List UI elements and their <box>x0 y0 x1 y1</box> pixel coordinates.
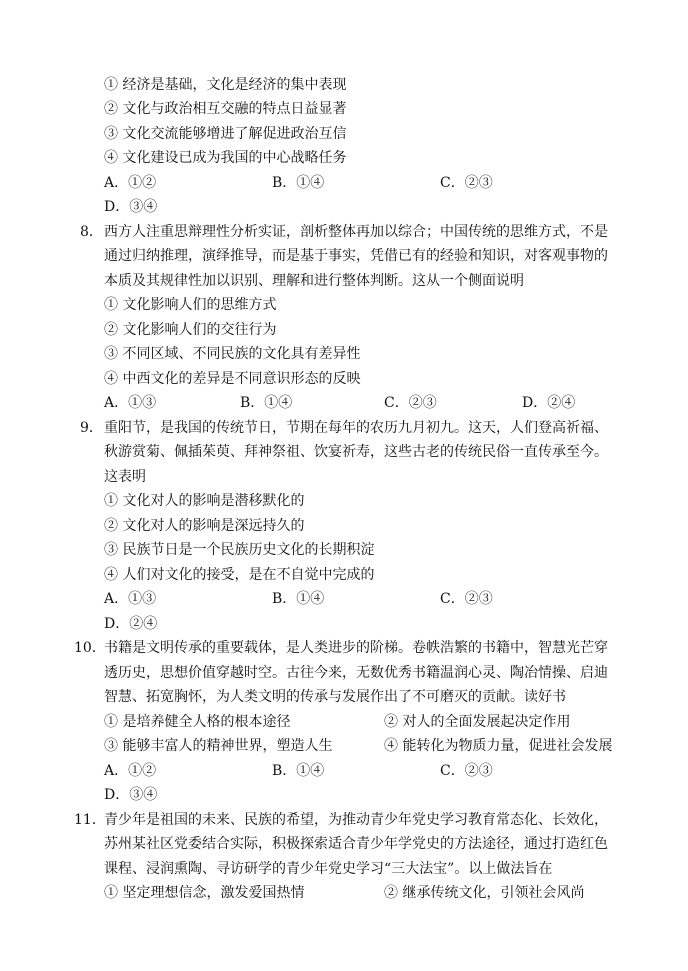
q9-stem-line-2: 秋游赏菊、佩插茱萸、拜神祭祖、饮宴祈寿，这些古老的传统民俗一直传承至今。 <box>104 444 608 460</box>
q9-statement-3: ③ 民族节日是一个民族历史文化的长期积淀 <box>104 542 375 558</box>
q10-statement-2: ② 对人的全面发展起决定作用 <box>384 714 571 730</box>
q11-stem-line-2: 苏州某社区党委结合实际，积极探索适合青少年学党史的方法途径，通过打造红色 <box>104 836 608 852</box>
q8-statement-4: ④ 中西文化的差异是不同意识形态的反映 <box>104 371 361 387</box>
q10-statement-4: ④ 能转化为物质力量，促进社会发展 <box>384 738 613 754</box>
q11-stem-line-1: 青少年是祖国的未来、民族的希望，为推动青少年党史学习教育常态化、长效化， <box>104 812 608 828</box>
q10-stem-line-1: 书籍是文明传承的重要载体，是人类进步的阶梯。卷帙浩繁的书籍中，智慧光芒穿 <box>104 640 608 656</box>
q8-choice-d: D．②④ <box>522 395 576 411</box>
q10-choice-d: D．③④ <box>104 787 158 803</box>
q11-stem-line-3: 课程、浸润熏陶、寻访研学的青少年党史学习“三大法宝”。以上做法旨在 <box>104 861 553 877</box>
q11-statement-1: ① 坚定理想信念，激发爱国热情 <box>104 885 305 901</box>
q8-choice-c: C．②③ <box>384 395 437 411</box>
q8-stem-line-3: 本质及其规律性加以识别、理解和进行整体判断。这从一个侧面说明 <box>104 273 524 289</box>
q8-number: 8． <box>80 224 103 240</box>
q8-statement-2: ② 文化影响人们的交往行为 <box>104 322 277 338</box>
q10-choice-a: A．①② <box>104 763 157 779</box>
q7-choice-d: D．③④ <box>104 199 158 215</box>
q9-statement-2: ② 文化对人的影响是深远持久的 <box>104 518 305 534</box>
q8-stem-line-1: 西方人注重思辩理性分析实证，剖析整体再加以综合；中国传统的思维方式，不是 <box>104 224 608 240</box>
q8-statement-1: ① 文化影响人们的思维方式 <box>104 297 277 313</box>
q10-choice-c: C．②③ <box>440 763 493 779</box>
q7-statement-4: ④ 文化建设已成为我国的中心战略任务 <box>104 150 347 166</box>
q9-statement-4: ④ 人们对文化的接受，是在不自觉中完成的 <box>104 567 375 583</box>
q9-choice-c: C．②③ <box>440 591 493 607</box>
q10-statement-3: ③ 能够丰富人的精神世界，塑造人生 <box>104 738 333 754</box>
q11-statement-2: ② 继承传统文化，引领社会风尚 <box>384 885 585 901</box>
q8-choice-b: B．①④ <box>240 395 293 411</box>
q9-stem-line-1: 重阳节，是我国的传统节日，节期在每年的农历九月初九。这天，人们登高祈福、 <box>104 420 608 436</box>
q7-statement-2: ② 文化与政治相互交融的特点日益显著 <box>104 101 347 117</box>
q7-statement-1: ① 经济是基础，文化是经济的集中表现 <box>104 77 347 93</box>
q8-choice-a: A．①③ <box>104 395 157 411</box>
q9-statement-1: ① 文化对人的影响是潜移默化的 <box>104 493 305 509</box>
q8-statement-3: ③ 不同区域、不同民族的文化具有差异性 <box>104 346 361 362</box>
q9-choice-d: D．②④ <box>104 616 158 632</box>
q10-stem-line-3: 智慧、拓宽胸怀，为人类文明的传承与发展作出了不可磨灭的贡献。读好书 <box>104 689 566 705</box>
q9-choice-a: A．①③ <box>104 591 157 607</box>
q10-choice-b: B．①④ <box>272 763 325 779</box>
q10-statement-1: ① 是培养健全人格的根本途径 <box>104 714 291 730</box>
q8-stem-line-2: 通过归纳推理，演绎推导，而是基于事实，凭借已有的经验和知识，对客观事物的 <box>104 248 608 264</box>
q10-number: 10． <box>74 640 106 656</box>
q7-statement-3: ③ 文化交流能够增进了解促进政治互信 <box>104 126 347 142</box>
q7-choice-b: B．①④ <box>272 175 325 191</box>
q11-number: 11． <box>74 812 106 828</box>
q9-number: 9． <box>80 420 103 436</box>
q7-choice-c: C．②③ <box>440 175 493 191</box>
q10-stem-line-2: 透历史，思想价值穿越时空。古往今来，无数优秀书籍温润心灵、陶冶情操、启迪 <box>104 665 608 681</box>
q9-choice-b: B．①④ <box>272 591 325 607</box>
q7-choice-a: A．①② <box>104 175 157 191</box>
q9-stem-line-3: 这表明 <box>104 469 146 485</box>
